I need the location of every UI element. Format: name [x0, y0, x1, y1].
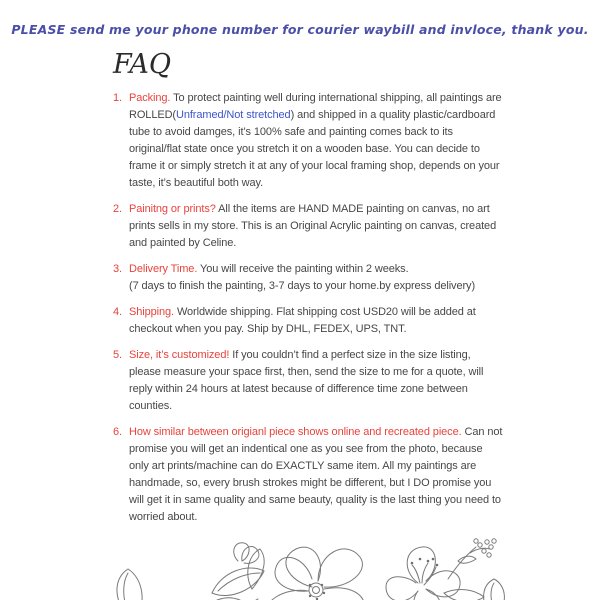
faq-item-content — [129, 201, 503, 252]
highlighted-text: Unframed/Not stretched — [175, 109, 291, 121]
faq-item-text: To protect painting well during international shipping, all paintings are ROLLED( — [129, 92, 502, 121]
faq-item-text: You will receive the painting within 2 weeks. — [200, 263, 409, 275]
faq-item-number: 2. — [113, 203, 122, 215]
faq-item-heading: Size, it’s customized! — [129, 349, 233, 361]
faq-item-heading: How similar between origianl piece shows online and recreated piece. — [129, 426, 465, 438]
faq-item — [113, 201, 503, 252]
faq-item-text: If you couldn’t find a perfect size in the size listing, please measure your space first, then, send the size to me for a quote, will reply within 24 hours at latest because of difference time zone between counties. — [129, 349, 484, 412]
faq-item-number: 6. — [113, 426, 122, 438]
top-note: PLEASE send me your phone number for courier waybill and invloce, thank you. — [11, 22, 589, 37]
faq-item-text: ) and shipped in a quality plastic/cardboard tube to avoid damges, it’s 100% safe and painting comes back to its original/flat state once you stretch it on a wooden base. You can decide to frame it or simply stretch it at any of your local framing shop, depends on your taste, it’s beautiful both way. — [129, 109, 500, 189]
faq-item — [113, 304, 503, 338]
faq-item-content — [129, 304, 503, 338]
faq-item-number: 1. — [113, 92, 122, 104]
faq-item-content — [129, 261, 503, 295]
faq-item-text: Can not promise you will get an indentical one as you see from the photo, because only art prints/machine can do EXACTLY same item. All my paintings are handmade, so, every brush strokes might be different, but I DO promise you will get it in same quality and same beauty, quality is the last thing you need to worried about. — [129, 426, 503, 523]
faq-item-number: 3. — [113, 263, 122, 275]
faq-item-number: 4. — [113, 306, 122, 318]
faq-item-content — [129, 347, 503, 415]
faq-item-heading: Painitng or prints? — [129, 203, 219, 215]
faq-list — [113, 90, 503, 526]
faq-item — [113, 347, 503, 415]
faq-item-heading: Delivery Time. — [129, 263, 201, 275]
faq-item-heading: Shipping. — [129, 306, 177, 318]
faq-item-text: All the items are HAND MADE painting on canvas, no art prints sells in my store. This is an Original Acrylic painting on canvas, created and painted by Celine. — [129, 203, 497, 249]
faq-item-content — [129, 90, 503, 192]
faq-item-heading: Packing. — [129, 92, 174, 104]
faq-item — [113, 261, 503, 295]
page-title: FAQ — [113, 49, 172, 80]
faq-item — [113, 90, 503, 192]
flower-line-art-svg — [92, 535, 512, 600]
faq-item-text: Worldwide shipping. Flat shipping cost USD20 will be added at checkout when you pay. Ship by DHL, FEDEX, UPS, TNT. — [129, 306, 476, 335]
faq-item-content — [129, 424, 503, 526]
faq-item — [113, 424, 503, 526]
faq-item-text: (7 days to finish the painting, 3-7 days to your home.by express delivery) — [129, 280, 476, 292]
faq-item-number: 5. — [113, 349, 122, 361]
flower-line-art — [92, 535, 512, 600]
